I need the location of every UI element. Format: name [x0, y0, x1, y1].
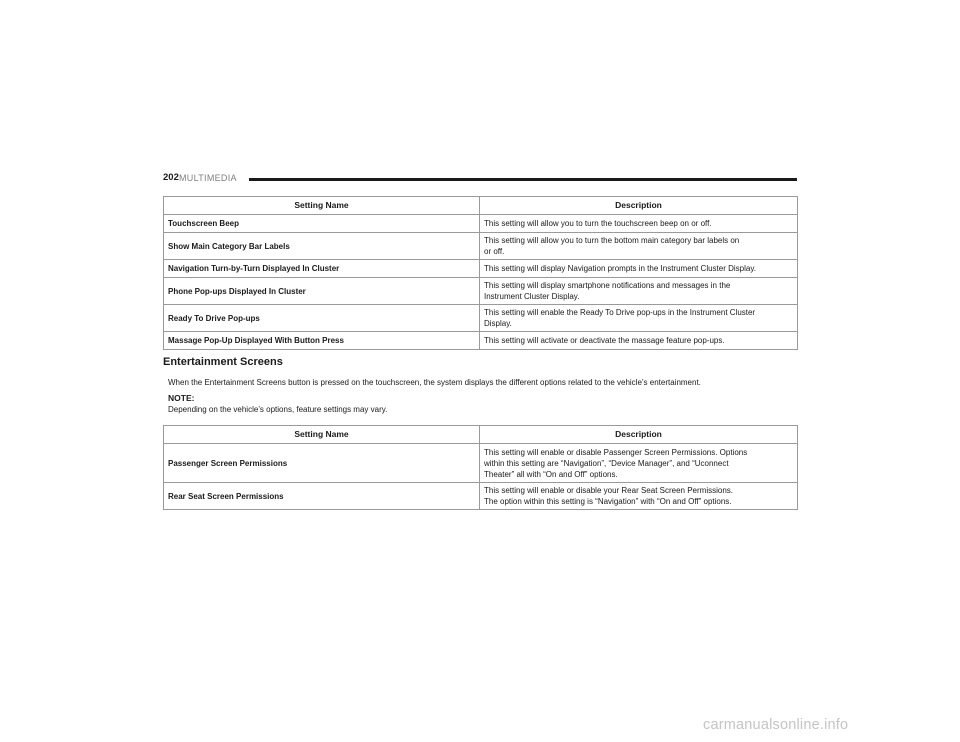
setting-description: This setting will enable the Ready To Drive pop-ups in the Instrument Cluster Display.: [480, 305, 798, 332]
setting-name: Show Main Category Bar Labels: [164, 233, 480, 260]
section-title: MULTIMEDIA: [179, 173, 237, 183]
table-header-row: [164, 426, 798, 444]
setting-description: This setting will allow you to turn the touchscreen beep on or off.: [480, 215, 798, 233]
column-header-description: Description: [480, 426, 798, 444]
setting-name: Phone Pop-ups Displayed In Cluster: [164, 278, 480, 305]
display-settings-table: [163, 196, 798, 350]
table-row: [164, 233, 798, 260]
note-label: NOTE:: [168, 393, 195, 403]
section-heading: Entertainment Screens: [163, 356, 283, 368]
table-row: [164, 260, 798, 278]
setting-name: Passenger Screen Permissions: [164, 444, 480, 483]
table-header-row: [164, 197, 798, 215]
table-row: [164, 332, 798, 350]
setting-name: Navigation Turn-by-Turn Displayed In Cluster: [164, 260, 480, 278]
header-rule: [249, 178, 797, 181]
page-header: [163, 172, 797, 186]
setting-description: This setting will display Navigation prompts in the Instrument Cluster Display.: [480, 260, 798, 278]
setting-description: This setting will display smartphone notifications and messages in the Instrument Cluster Display.: [480, 278, 798, 305]
column-header-setting-name: Setting Name: [164, 426, 480, 444]
setting-description: This setting will enable or disable your Rear Seat Screen Permissions. The option within this setting is “Navigation” with “On and Off” options.: [480, 483, 798, 510]
setting-description: This setting will allow you to turn the bottom main category bar labels on or off.: [480, 233, 798, 260]
watermark: carmanualsonline.info: [703, 717, 849, 733]
note-text: Depending on the vehicle’s options, feature settings may vary.: [168, 405, 388, 414]
table-row: [164, 444, 798, 483]
table-row: [164, 278, 798, 305]
table-row: [164, 483, 798, 510]
column-header-description: Description: [480, 197, 798, 215]
column-header-setting-name: Setting Name: [164, 197, 480, 215]
setting-name: Rear Seat Screen Permissions: [164, 483, 480, 510]
page-number: 202: [163, 172, 179, 183]
intro-paragraph: When the Entertainment Screens button is pressed on the touchscreen, the system displays the different options related to the vehicle’s entertainment.: [168, 378, 701, 387]
setting-name: Touchscreen Beep: [164, 215, 480, 233]
setting-description: This setting will enable or disable Passenger Screen Permissions. Options within this setting are “Navigation”, “Device Manager”, and “Uconnect Theater” all with “On and Off” options.: [480, 444, 798, 483]
entertainment-settings-table: [163, 425, 798, 510]
setting-name: Ready To Drive Pop-ups: [164, 305, 480, 332]
table-row: [164, 305, 798, 332]
table-row: [164, 215, 798, 233]
setting-description: This setting will activate or deactivate the massage feature pop-ups.: [480, 332, 798, 350]
setting-name: Massage Pop-Up Displayed With Button Press: [164, 332, 480, 350]
